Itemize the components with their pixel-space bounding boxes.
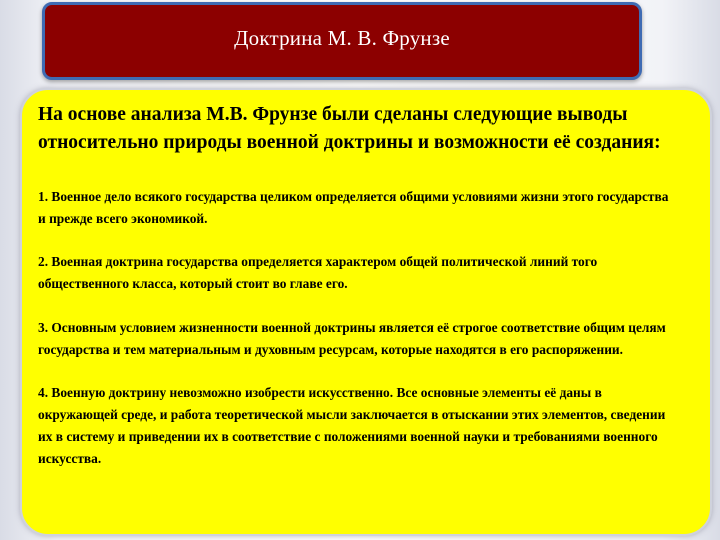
- points-list: [38, 186, 678, 469]
- point-item-3: 3. Основным условием жизненности военной доктрины является её строгое соответствие общим целям государства и тем материальным и духовным ресурсам, которые находятся в его распоряжении.: [38, 319, 666, 357]
- slide-title: Доктрина М. В. Фрунзе: [234, 25, 450, 50]
- point-item-4: 4. Военную доктрину невозможно изобрести искусственно. Все основные элементы её даны в окружающей среде, и работа теоретической мысли заключается в отыскании этих элементов, сведении их в систему и приведении их в соответствие с положениями военной науки и требованиями военного искусства.: [38, 385, 666, 466]
- point-item-2: 2. Военная доктрина государства определяется характером общей политической линий того общественного класса, который стоит во главе его.: [38, 254, 598, 292]
- intro-paragraph: На основе анализа М.В. Фрунзе были сделаны следующие выводы относительно природы военной доктрины и возможности её создания:: [38, 104, 661, 153]
- point-item-1: 1. Военное дело всякого государства целиком определяется общими условиями жизни этого государства и прежде всего экономикой.: [38, 189, 669, 226]
- title-banner: [42, 2, 642, 80]
